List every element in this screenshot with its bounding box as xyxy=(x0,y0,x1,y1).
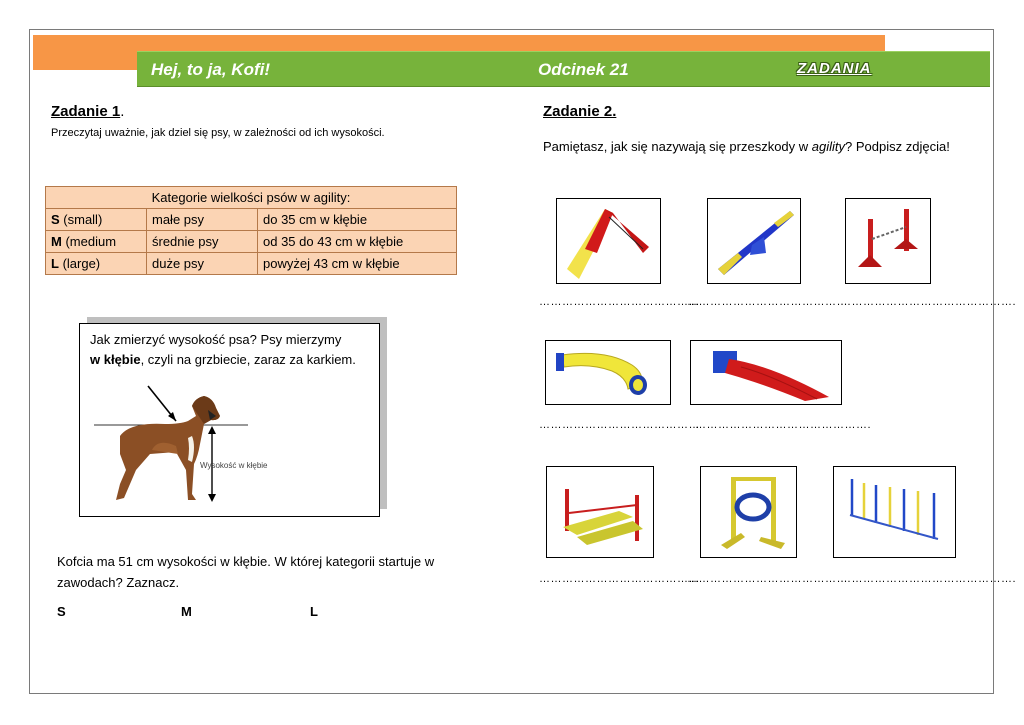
table-cell-desc: duże psy xyxy=(147,253,258,275)
a-frame-icon xyxy=(557,199,660,283)
answer-line[interactable]: …………………………………… xyxy=(539,419,700,431)
dog-measurement-figure xyxy=(80,324,379,516)
table-row xyxy=(46,209,457,231)
option-s[interactable]: S xyxy=(57,604,66,619)
answer-line[interactable]: …………………………………… xyxy=(539,296,700,308)
answer-line[interactable]: …………………………………… xyxy=(539,573,700,585)
obstacle-photo-jump xyxy=(845,198,931,284)
table-row xyxy=(46,253,457,275)
header-episode: Odcinek 21 xyxy=(538,60,629,79)
jump-icon xyxy=(846,199,930,283)
size-name: (medium xyxy=(61,234,117,249)
size-code: M xyxy=(51,234,62,249)
size-name: (large) xyxy=(58,256,101,271)
header-title: Hej, to ja, Kofi! xyxy=(151,60,270,79)
table-caption: Kategorie wielkości psów w agility: xyxy=(46,187,457,209)
table-cell-range: do 35 cm w kłębie xyxy=(258,209,457,231)
obstacle-photo-collapsed-tunnel xyxy=(690,340,842,405)
table-row xyxy=(46,231,457,253)
option-m[interactable]: M xyxy=(181,604,192,619)
task1-instruction: Przeczytaj uważnie, jak dziel się psy, w zależności od ich wysokości. xyxy=(51,127,385,139)
figure-label: Wysokość w kłębie xyxy=(200,461,268,470)
answer-line[interactable]: …………………………………… xyxy=(687,296,848,308)
obstacle-photo-seesaw xyxy=(707,198,801,284)
size-categories-table xyxy=(45,186,457,275)
size-name: (small) xyxy=(59,212,103,227)
answer-line[interactable]: …………………………………… xyxy=(687,573,848,585)
obstacle-photo-tunnel xyxy=(545,340,671,405)
table-cell-code xyxy=(46,253,147,275)
answer-line[interactable]: ………………………………………. xyxy=(840,296,1017,308)
task1-question: Kofcia ma 51 cm wysokości w kłębie. W której kategorii startuje w zawodach? Zaznacz. xyxy=(57,554,435,590)
answer-line[interactable]: ………………………………………. xyxy=(840,573,1017,585)
green-header-bar xyxy=(137,51,990,87)
obstacle-photo-double-jump xyxy=(546,466,654,558)
header-section: ZADANIA xyxy=(797,60,872,77)
weave-poles-icon xyxy=(834,467,955,557)
task1-heading-text: Zadanie 1 xyxy=(51,103,121,120)
measure-line2: , czyli na grzbiecie, zaraz za karkiem. xyxy=(140,352,356,367)
table-cell-code xyxy=(46,231,147,253)
task2-instruction xyxy=(543,139,950,154)
task1-heading xyxy=(51,103,124,120)
table-cell-range: powyżej 43 cm w kłębie xyxy=(258,253,457,275)
obstacle-photo-weave-poles xyxy=(833,466,956,558)
measure-bold: w kłębie xyxy=(90,352,141,367)
task1-heading-suffix: . xyxy=(120,103,125,120)
task2-instruction-part1: Pamiętasz, jak się nazywają się przeszkody w xyxy=(543,139,812,154)
obstacle-photo-tire-jump xyxy=(700,466,797,558)
seesaw-icon xyxy=(708,199,800,283)
answer-line[interactable]: ………………………………………. xyxy=(695,419,872,431)
table-cell-code xyxy=(46,209,147,231)
size-code: L xyxy=(51,256,59,271)
option-l[interactable]: L xyxy=(310,604,318,619)
tunnel-icon xyxy=(546,341,670,404)
measure-line1: Jak zmierzyć wysokość psa? Psy mierzymy xyxy=(90,332,342,347)
collapsed-tunnel-icon xyxy=(691,341,841,404)
table-header-row xyxy=(46,187,457,209)
table-cell-desc: średnie psy xyxy=(147,231,258,253)
size-code: S xyxy=(51,212,60,227)
measure-box xyxy=(79,323,380,517)
task2-instruction-italic: agility xyxy=(811,139,846,154)
table-cell-range: od 35 do 43 cm w kłębie xyxy=(258,231,457,253)
double-jump-icon xyxy=(547,467,653,557)
task2-heading xyxy=(543,103,616,120)
tire-jump-icon xyxy=(701,467,796,557)
task2-heading-text: Zadanie 2. xyxy=(543,103,617,120)
task2-instruction-part2: ? Podpisz zdjęcia! xyxy=(845,139,950,154)
obstacle-photo-a-frame xyxy=(556,198,661,284)
table-cell-desc: małe psy xyxy=(147,209,258,231)
